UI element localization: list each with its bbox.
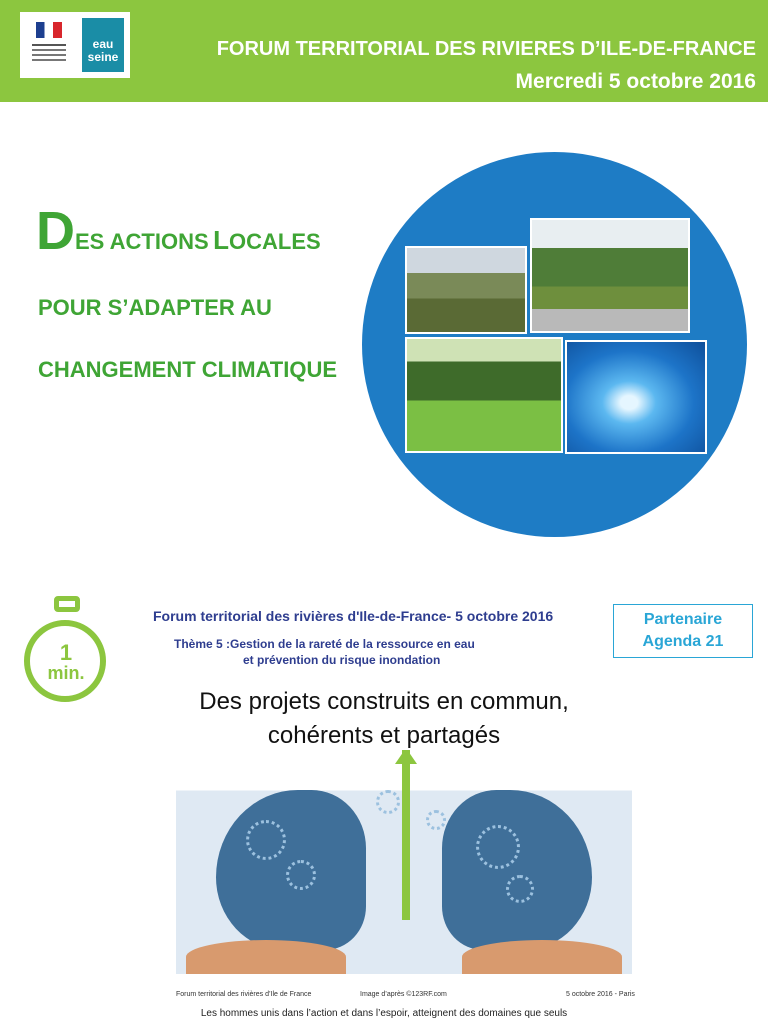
up-arrow-shaft <box>402 750 410 920</box>
main-title-line2: POUR S’ADAPTER AU <box>38 295 272 320</box>
projects-heading-line2: cohérents et partagés <box>267 722 501 749</box>
agenda-label: Agenda 21 <box>642 633 724 650</box>
planted-bank-photo <box>530 218 690 333</box>
slide-quote: Les hommes unis dans l’action et dans l’espoir, atteignent des domaines que seuls <box>200 1008 568 1019</box>
title-word-actions: ES ACTIONS <box>75 229 209 254</box>
slide-theme-line2: et prévention du risque inondation <box>243 653 441 667</box>
stopwatch-knob <box>54 596 80 612</box>
title-initial: D <box>36 201 75 261</box>
logo-eau-text: eau <box>92 37 114 51</box>
main-title-line1 <box>36 200 321 262</box>
slide-footer-date: 5 octobre 2016 - Paris <box>566 991 635 998</box>
gear-icon <box>246 820 286 860</box>
main-title-line3: CHANGEMENT CLIMATIQUE <box>38 357 338 382</box>
slide-theme-line1: Thème 5 :Gestion de la rareté de la ressource en eau <box>174 637 475 651</box>
logos-panel <box>20 12 130 78</box>
water-drop-photo <box>565 340 707 454</box>
republique-francaise-logo <box>26 18 72 70</box>
gear-icon <box>476 825 520 869</box>
partner-label: Partenaire <box>643 611 723 628</box>
title-initial-l: L <box>213 225 229 255</box>
title-word-locales: OCALES <box>229 229 321 254</box>
gear-icon <box>426 810 446 830</box>
slide-footer-credit: Image d’après ©123RF.com <box>360 991 447 998</box>
right-hand <box>462 940 622 974</box>
up-arrow-icon <box>395 750 417 764</box>
stopwatch-number: 1 <box>59 640 73 665</box>
logo-seine-text: seine <box>87 50 119 64</box>
forest-stream-photo <box>405 337 563 453</box>
stopwatch-unit: min. <box>47 663 85 683</box>
gear-icon <box>506 875 534 903</box>
projects-heading-line1: Des projets construits en commun, <box>199 688 569 715</box>
right-head-silhouette <box>442 790 592 950</box>
forum-title: FORUM TERRITORIAL DES RIVIERES D’ILE-DE-FRANCE <box>216 38 756 60</box>
gear-icon <box>376 790 400 814</box>
forum-date: Mercredi 5 octobre 2016 <box>515 70 756 93</box>
partner-box <box>613 604 753 658</box>
slide-forum-line: Forum territorial des rivières d'Ile-de-France- 5 octobre 2016 <box>153 608 554 624</box>
slide-footer-left: Forum territorial des rivières d’Ile de France <box>176 991 312 998</box>
prefecture-text-lines <box>32 44 66 46</box>
gear-icon <box>286 860 316 890</box>
french-flag-icon <box>36 22 62 38</box>
left-hand <box>186 940 346 974</box>
gear-heads-image <box>176 750 632 974</box>
header-band <box>0 0 768 102</box>
people-planting-photo <box>405 246 527 334</box>
eau-seine-logo <box>82 18 124 72</box>
